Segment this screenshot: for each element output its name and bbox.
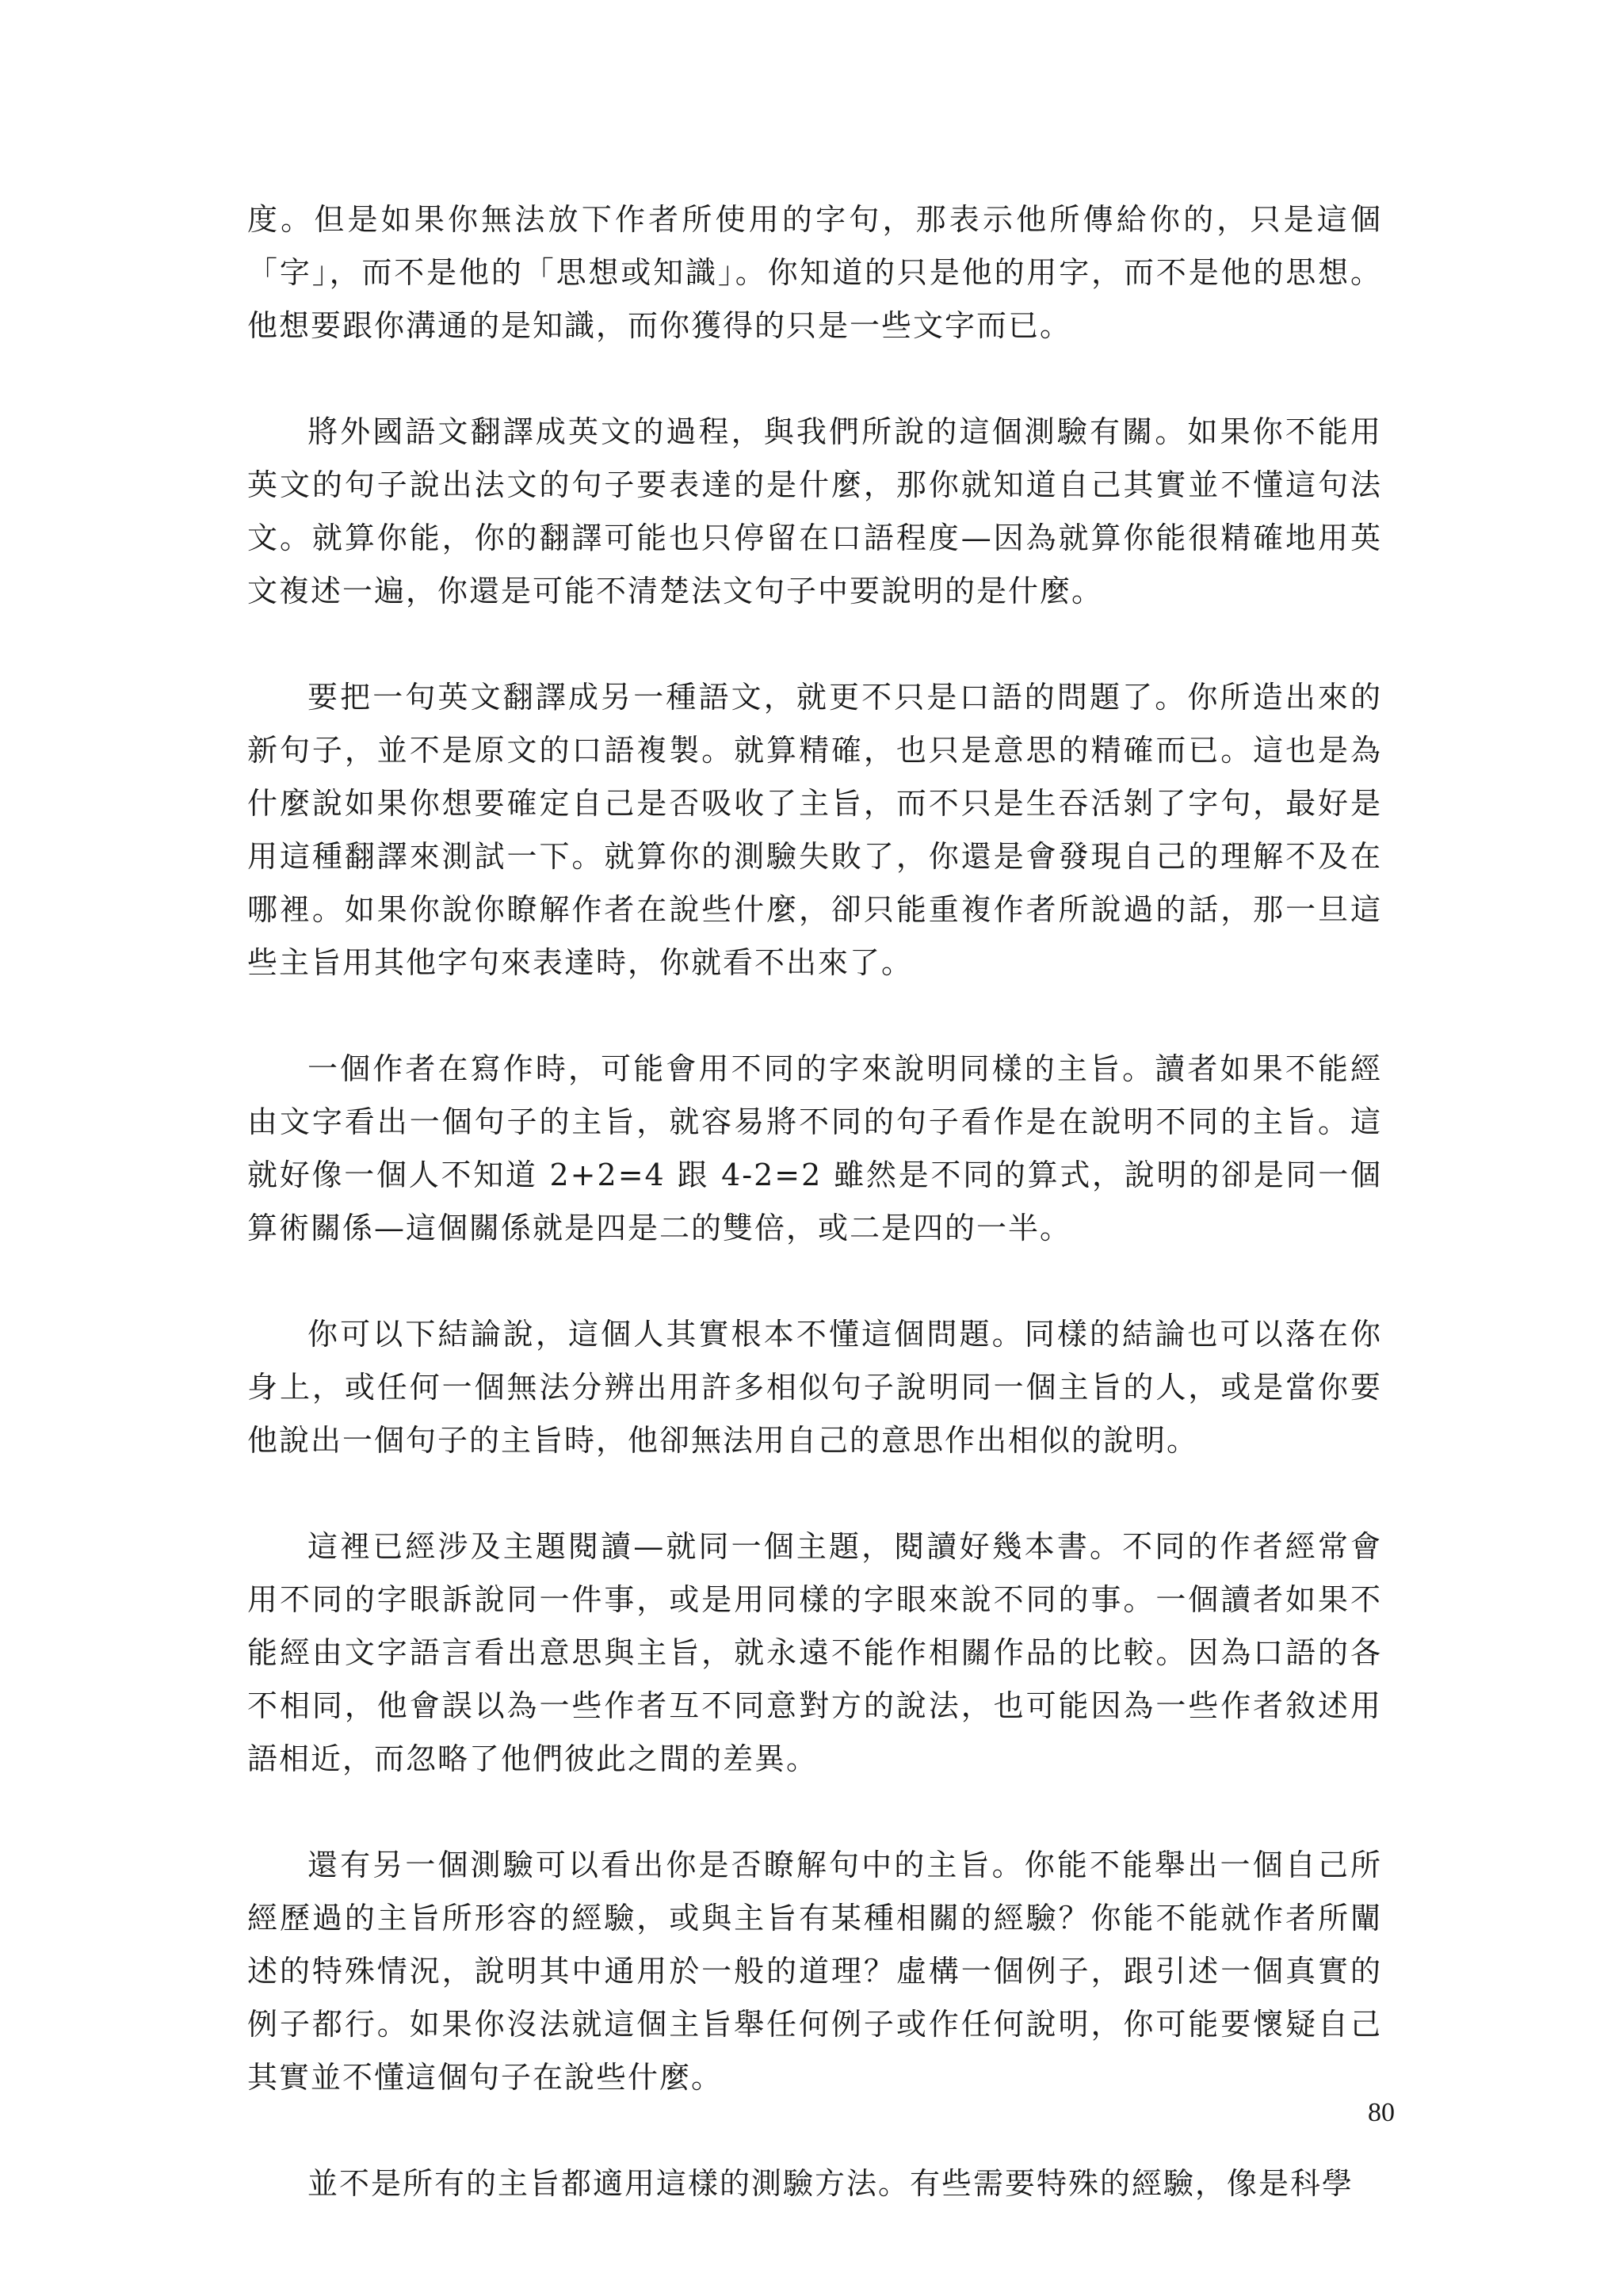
paragraph: 還有另一個測驗可以看出你是否瞭解句中的主旨。你能不能舉出一個自己所經歷過的主旨所形容的經驗，或與主旨有某種相關的經驗？你能不能就作者所闡述的特殊情況，說明其中通用於一般的道理？虛構一個例子，跟引述一個真實的例子都行。如果你沒法就這個主旨舉任何例子或作任何說明，你可能要懷疑自己其實並不懂這個句子在說些什麼。	[247, 1848, 1382, 2095]
paragraph: 一個作者在寫作時，可能會用不同的字來說明同樣的主旨。讀者如果不能經由文字看出一個句子的主旨，就容易將不同的句子看作是在說明不同的主旨。這就好像一個人不知道 2+2=4 跟 4-2=2 雖然是不同的算式，說明的卻是同一個算術關係—這個關係就是四是二的雙倍，或二是四的一半。	[247, 1051, 1382, 1245]
paragraph: 要把一句英文翻譯成另一種語文，就更不只是口語的問題了。你所造出來的新句子，並不是原文的口語複製。就算精確，也只是意思的精確而已。這也是為什麼說如果你想要確定自己是否吸收了主旨，而不只是生吞活剝了字句，最好是用這種翻譯來測試一下。就算你的測驗失敗了，你還是會發現自己的理解不及在哪裡。如果你說你瞭解作者在說些什麼，卻只能重複作者所說過的話，那一旦這些主旨用其他字句來表達時，你就看不出來了。	[247, 680, 1382, 980]
paragraph: 將外國語文翻譯成英文的過程，與我們所說的這個測驗有關。如果你不能用英文的句子說出法文的句子要表達的是什麼，那你就知道自己其實並不懂這句法文。就算你能，你的翻譯可能也只停留在口語程度—因為就算你能很精確地用英文複述一遍，你還是可能不清楚法文句子中要說明的是什麼。	[247, 414, 1382, 608]
paragraph-continued: 度。但是如果你無法放下作者所使用的字句，那表示他所傳給你的，只是這個「字」，而不是他的「思想或知識」。你知道的只是他的用字，而不是他的思想。他想要跟你溝通的是知識，而你獲得的只是一些文字而已。	[247, 202, 1382, 343]
page-number: 80	[1368, 2098, 1395, 2127]
paragraph: 你可以下結論說，這個人其實根本不懂這個問題。同樣的結論也可以落在你身上，或任何一個無法分辨出用許多相似句子說明同一個主旨的人，或是當你要他說出一個句子的主旨時，他卻無法用自己的意思作出相似的說明。	[247, 1317, 1382, 1458]
body-text	[247, 193, 1382, 2264]
paragraph: 並不是所有的主旨都適用這樣的測驗方法。有些需要特殊的經驗，像是科學	[307, 2166, 1354, 2201]
paragraph: 這裡已經涉及主題閱讀—就同一個主題，閱讀好幾本書。不同的作者經常會用不同的字眼訴說同一件事，或是用同樣的字眼來說不同的事。一個讀者如果不能經由文字語言看出意思與主旨，就永遠不能作相關作品的比較。因為口語的各不相同，他會誤以為一些作者互不同意對方的說法，也可能因為一些作者敘述用語相近，而忽略了他們彼此之間的差異。	[247, 1529, 1382, 1776]
